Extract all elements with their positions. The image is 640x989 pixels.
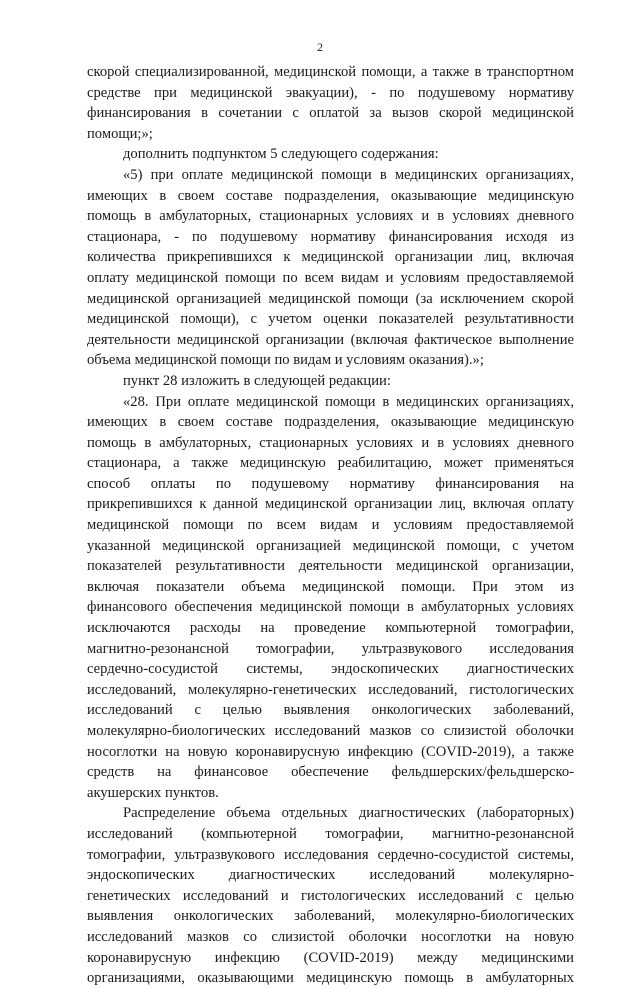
text-line: финансового обеспечения медицинской помощи в амбулаторных условиях [87, 599, 574, 616]
text-line: показателей результативности деятельности медицинской организации, [87, 558, 574, 575]
text-line: средстве при медицинской эвакуации), - по подушевому нормативу [87, 84, 574, 101]
text-line: медицинской помощи по всем видам и условиям предоставляемой [87, 517, 574, 534]
text-line: сердечно-сосудистой системы, эндоскопических диагностических [87, 661, 574, 678]
text-line: коронавирусную инфекцию (COVID-2019) между медицинскими [87, 949, 574, 966]
text-line: имеющих в своем составе подразделения, оказывающие медицинскую [87, 187, 574, 204]
text-line: помощь в амбулаторных, стационарных условиях и в условиях дневного [87, 434, 574, 451]
text-line: указанной медицинской организацией медицинской помощи, с учетом [87, 537, 574, 554]
text-line: включая показатели объема медицинской помощи. При этом из [87, 578, 574, 595]
text-line: выявления онкологических заболеваний, молекулярно-биологических [87, 908, 574, 925]
text-line: «28. При оплате медицинской помощи в медицинских организациях, [123, 393, 574, 410]
text-line: оплату медицинской помощи по всем видам и условиям предоставляемой [87, 269, 574, 286]
text-line: исследований мазков со слизистой оболочки носоглотки на новую [87, 928, 574, 945]
text-line: способ оплаты по подушевому нормативу финансирования на [87, 475, 574, 492]
text-line: «5) при оплате медицинской помощи в медицинских организациях, [123, 166, 574, 183]
text-line: молекулярно-биологических исследований мазков со слизистой оболочки [87, 723, 574, 739]
text-line: Распределение объема отдельных диагностических (лабораторных) [123, 805, 574, 822]
text-line: стационара, а также медицинскую реабилитацию, может применяться [87, 455, 574, 472]
text-line: носоглотки на новую коронавирусную инфекцию (COVID-2019), а также [87, 743, 574, 760]
text-line: количества прикрепившихся к медицинской организации лиц, включая [87, 249, 574, 266]
text-line: исследований с целью выявления онкологических заболеваний, [87, 702, 574, 719]
text-line: исключаются расходы на проведение компьютерной томографии, [87, 620, 574, 637]
text-line: магнитно-резонансной томографии, ультразвукового исследования [87, 640, 574, 657]
text-line: объема медицинской помощи по видам и условиям оказания).»; [87, 352, 484, 369]
text-line: скорой специализированной, медицинской помощи, а также в транспортном [87, 64, 574, 80]
text-line: стационара, - по подушевому нормативу финансирования исходя из [87, 228, 574, 245]
text-line: акушерских пунктов. [87, 784, 219, 801]
text-line: прикрепившихся к данной медицинской организации лиц, включая оплату [87, 496, 574, 513]
text-line: эндоскопических диагностических исследований молекулярно- [87, 867, 574, 884]
text-line: исследований, молекулярно-генетических исследований, гистологических [87, 681, 574, 698]
text-line: исследований (компьютерной томографии, магнитно-резонансной [87, 825, 574, 842]
text-line: медицинской помощи), с учетом оценки показателей результативности [87, 311, 574, 328]
text-line: медицинской организацией медицинской помощи (за исключением скорой [87, 290, 574, 307]
text-line: генетических исследований и гистологических исследований с целью [87, 887, 574, 904]
text-line: имеющих в своем составе подразделения, оказывающие медицинскую [87, 414, 574, 431]
text-line: организациями, оказывающими медицинскую помощь в амбулаторных [87, 970, 574, 987]
text-line: дополнить подпунктом 5 следующего содержания: [123, 146, 439, 163]
text-line: помощь в амбулаторных, стационарных условиях и в условиях дневного [87, 208, 574, 225]
text-line: томографии, ультразвукового исследования сердечно-сосудистой системы, [87, 846, 574, 863]
document-body [87, 62, 574, 989]
text-line: помощи;»; [87, 125, 153, 142]
text-line: пункт 28 изложить в следующей редакции: [123, 372, 391, 389]
text-line: деятельности медицинской организации (включая фактическое выполнение [87, 331, 574, 348]
text-line: средств на финансовое обеспечение фельдшерских/фельдшерско- [87, 764, 574, 781]
text-line: финансирования в сочетании с оплатой за вызов скорой медицинской [87, 105, 574, 122]
page-number: 2 [317, 40, 323, 54]
